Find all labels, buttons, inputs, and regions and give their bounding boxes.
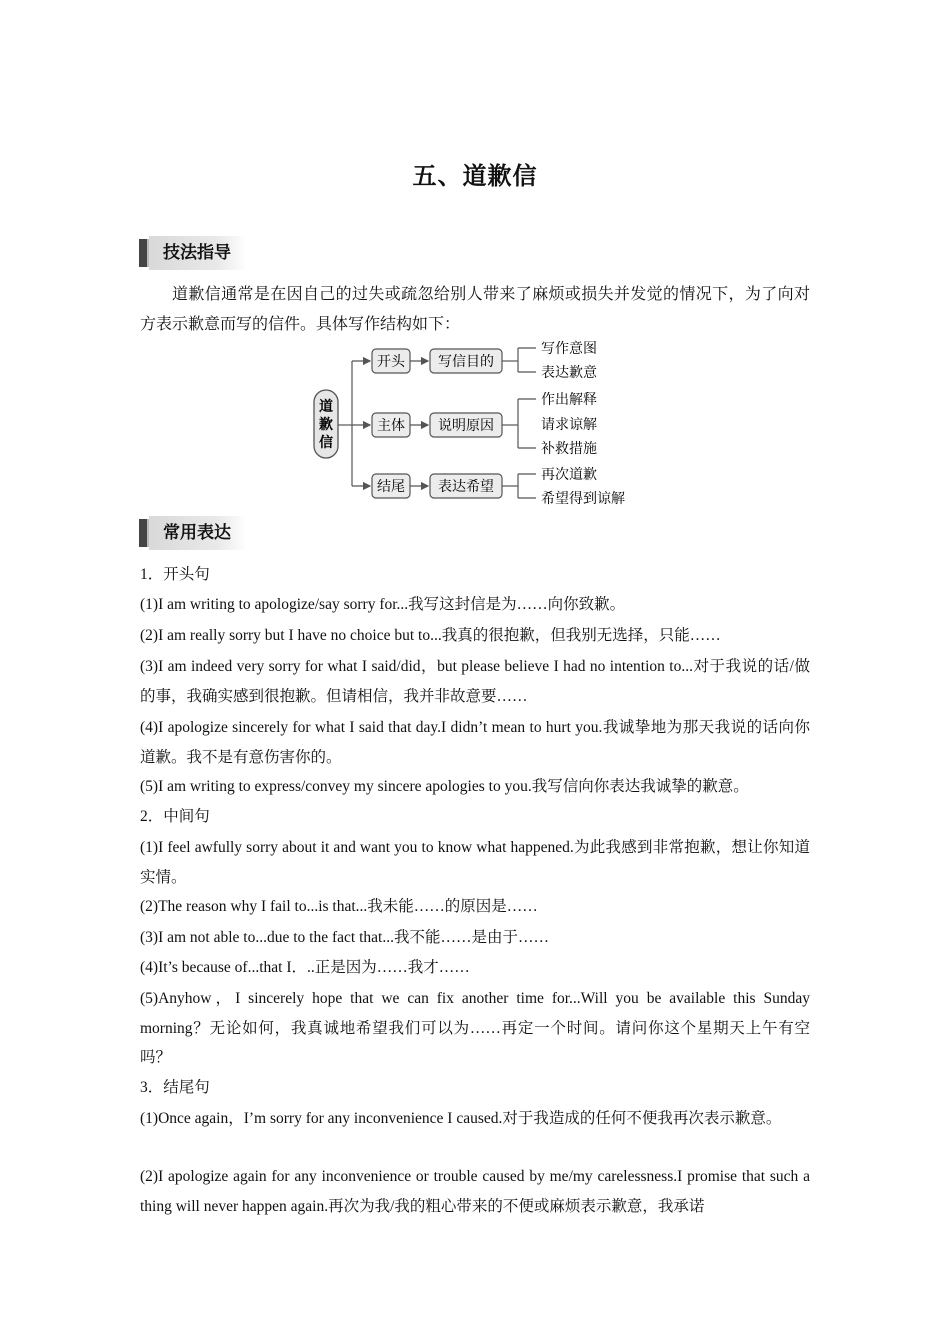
diagram-item-1-2: 表达歉意 <box>541 365 597 381</box>
section-tag-label: 常用表达 <box>149 516 247 550</box>
diagram-root-char-3: 信 <box>319 435 333 451</box>
diagram-item-1-1: 写作意图 <box>541 341 597 357</box>
middle-sentence-3: (3)I am not able to...due to the fact that...我不能……是由于…… <box>140 929 549 946</box>
diagram-root-char-1: 道 <box>319 399 333 415</box>
diagram-item-2-3: 补救措施 <box>541 441 597 457</box>
diagram-root-char-2: 歉 <box>319 417 333 433</box>
opening-sentence-4: (4)I apologize sincerely for what I said that day.I didn’t mean to hurt you.我诚挚地为那天我说的话向你道歉。我不是有意伤害你的。 <box>140 719 810 766</box>
opening-sentence-3: (3)I am indeed very sorry for what I said/did，but please believe I had no intention to...对于我说的话/做的事，我确实感到很抱歉。但请相信，我并非故意要…… <box>140 658 810 705</box>
structure-diagram <box>300 336 660 516</box>
middle-sentence-4: (4)It’s because of...that I．..正是因为……我才…… <box>140 959 470 976</box>
section-tag-bar <box>139 239 149 267</box>
section-tag-guide <box>139 236 247 270</box>
diagram-item-2-1: 作出解释 <box>541 392 597 408</box>
diagram-item-3-1: 再次道歉 <box>541 467 597 483</box>
heading-ending: 3．结尾句 <box>140 1079 210 1096</box>
diagram-item-2-2: 请求谅解 <box>541 417 597 433</box>
section-tag-label: 技法指导 <box>149 236 247 270</box>
middle-sentence-5: (5)Anyhow，I sincerely hope that we can fix another time for...Will you be available this Sunday morning？无论如何，我真诚地希望我们可以为……再定一个时间。请问你这个星期天上午有空吗？ <box>140 990 810 1066</box>
diagram-part-3: 结尾 <box>377 479 405 495</box>
section-tag-bar <box>139 519 149 547</box>
heading-opening: 1．开头句 <box>140 566 210 583</box>
middle-sentence-2: (2)The reason why I fail to...is that...我未能……的原因是…… <box>140 898 538 915</box>
opening-sentence-5: (5)I am writing to express/convey my sincere apologies to you.我写信向你表达我诚挚的歉意。 <box>140 778 749 795</box>
intro-paragraph: 道歉信通常是在因自己的过失或疏忽给别人带来了麻烦或损失并发觉的情况下，为了向对方表示歉意而写的信件。具体写作结构如下： <box>140 286 810 333</box>
diagram-purpose-3: 表达希望 <box>438 479 494 495</box>
opening-sentence-2: (2)I am really sorry but I have no choice but to...我真的很抱歉，但我别无选择，只能…… <box>140 627 721 644</box>
diagram-part-1: 开头 <box>377 354 405 370</box>
section-tag-expressions <box>139 516 247 550</box>
middle-sentence-1: (1)I feel awfully sorry about it and want you to know what happened.为此我感到非常抱歉，想让你知道实情。 <box>140 839 810 886</box>
opening-sentence-1: (1)I am writing to apologize/say sorry for...我写这封信是为……向你致歉。 <box>140 596 626 613</box>
diagram-purpose-1: 写信目的 <box>438 354 494 370</box>
ending-sentence-1: (1)Once again，I’m sorry for any inconvenience I caused.对于我造成的任何不便我再次表示歉意。 <box>140 1110 782 1127</box>
heading-middle: 2．中间句 <box>140 808 210 825</box>
diagram-item-3-2: 希望得到谅解 <box>541 491 625 507</box>
ending-sentence-2: (2)I apologize again for any inconvenience or trouble caused by me/my carelessness.I promise that such a thing will never happen again.再次为我/我的粗心带来的不便或麻烦表示歉意，我承诺 <box>140 1168 810 1215</box>
diagram-part-2: 主体 <box>377 418 405 434</box>
diagram-purpose-2: 说明原因 <box>438 418 494 434</box>
page-title: 五、道歉信 <box>412 162 538 190</box>
